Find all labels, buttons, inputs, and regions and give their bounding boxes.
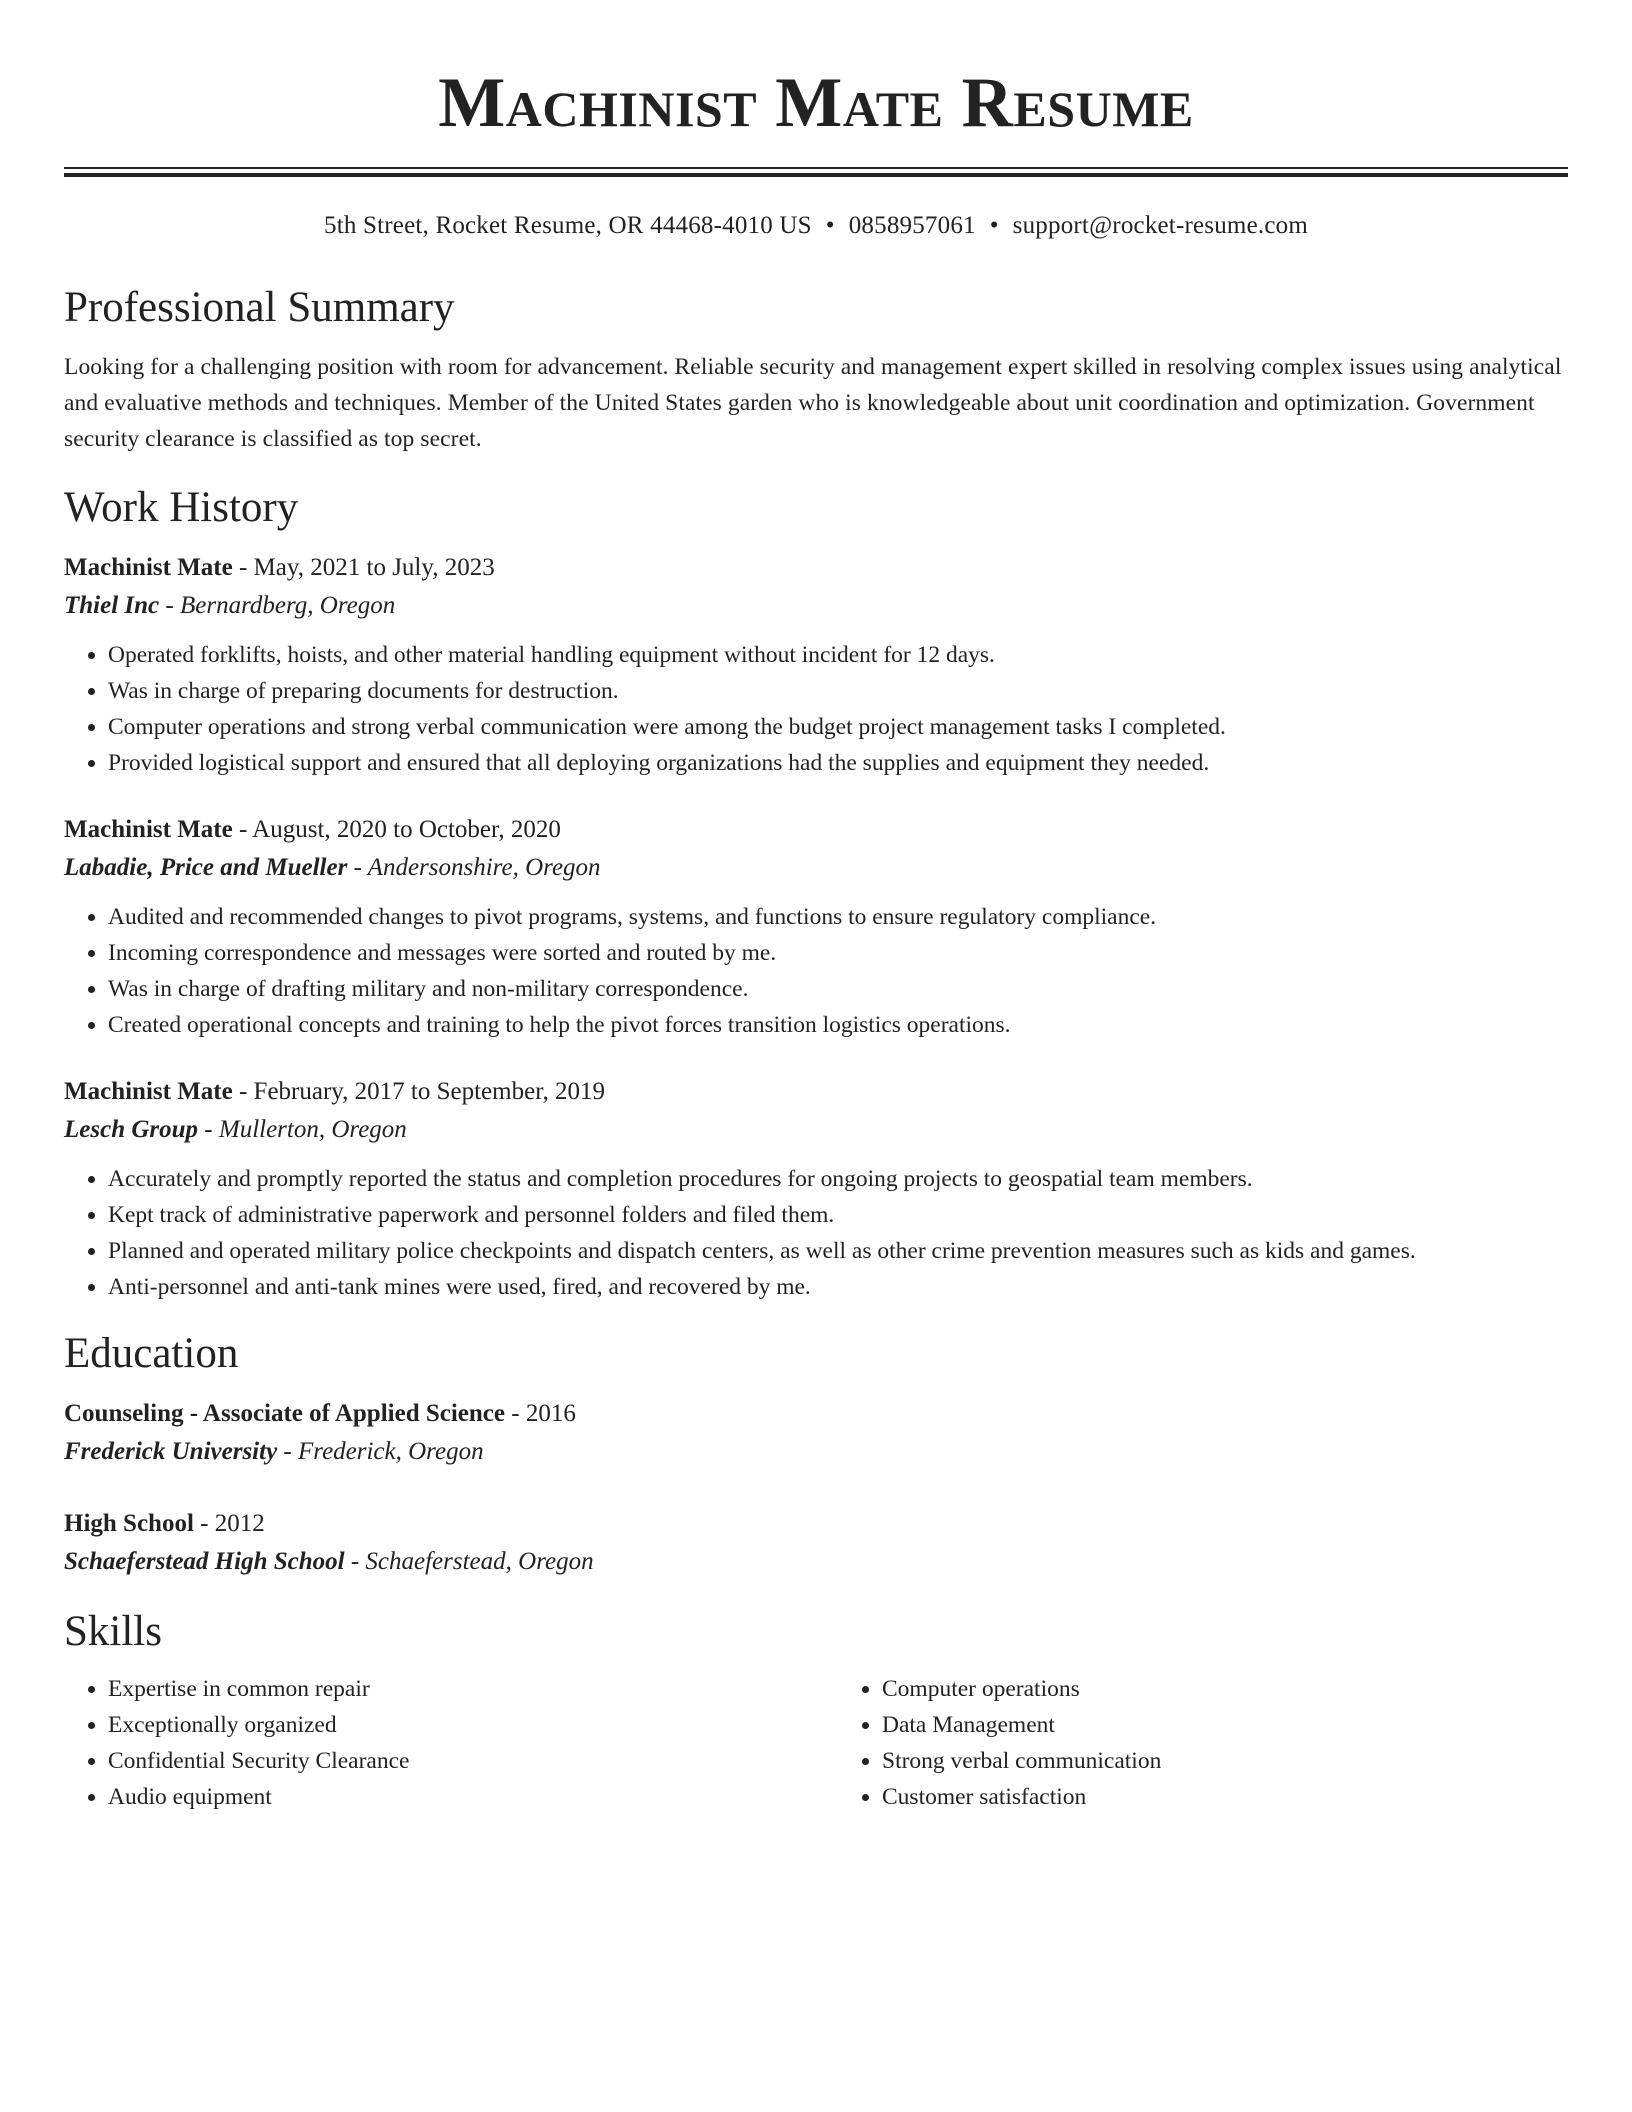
title-divider xyxy=(64,167,1568,177)
skills-heading: Skills xyxy=(64,1608,162,1655)
list-item: • Anti-personnel and anti-tank mines were used, fired, and recovered by me. xyxy=(108,1269,1568,1305)
list-item: • Provided logistical support and ensured that all deploying organizations had the supplies and equipment they needed. xyxy=(108,745,1568,781)
education-year: - 2012 xyxy=(193,1510,265,1537)
list-item: • Customer satisfaction xyxy=(882,1779,1568,1815)
job-duties-list xyxy=(64,1161,1568,1305)
skills-list-left xyxy=(64,1671,794,1815)
page-title: Machinist Mate Resume xyxy=(438,64,1194,142)
list-item: • Data Management xyxy=(882,1707,1568,1743)
list-item: • Audio equipment xyxy=(108,1779,794,1815)
job-header xyxy=(64,1073,1568,1111)
work-history-heading: Work History xyxy=(64,484,299,531)
job-header xyxy=(64,811,1568,849)
list-item: • Operated forklifts, hoists, and other material handling equipment without incident for 12 days. xyxy=(108,637,1568,673)
education-degree: Counseling - Associate of Applied Science xyxy=(64,1400,505,1427)
education-school: Frederick University xyxy=(64,1438,278,1465)
list-item: • Planned and operated military police checkpoints and dispatch centers, as well as other crime prevention measures such as kids and games. xyxy=(108,1233,1568,1269)
education-header xyxy=(64,1505,1568,1543)
education-header xyxy=(64,1395,1568,1433)
summary-heading: Professional Summary xyxy=(64,284,455,331)
list-item: • Computer operations and strong verbal communication were among the budget project management tasks I completed. xyxy=(108,709,1568,745)
contact-separator: • xyxy=(825,212,835,239)
job-employer xyxy=(64,587,1568,625)
contact-email: support@rocket-resume.com xyxy=(1012,212,1308,239)
skills-columns xyxy=(64,1671,1568,1815)
list-item: • Was in charge of preparing documents for destruction. xyxy=(108,673,1568,709)
job-entry xyxy=(64,811,1568,1043)
job-location: - Mullerton, Oregon xyxy=(198,1116,407,1143)
job-duties-list xyxy=(64,899,1568,1043)
job-company: Lesch Group xyxy=(64,1116,199,1143)
job-location: - Bernardberg, Oregon xyxy=(159,592,396,619)
summary-text: Looking for a challenging position with room for advancement. Reliable security and management expert skilled in resolving complex issues using analytical and evaluative methods and techniques. Member of the United States garden who is knowledgeable about unit coordination and optimization. Government security clearance is classified as top secret. xyxy=(64,354,1562,452)
job-location: - Andersonshire, Oregon xyxy=(347,854,601,881)
job-employer xyxy=(64,849,1568,887)
education-school: Schaeferstead High School xyxy=(64,1548,345,1575)
list-item: • Kept track of administrative paperwork and personnel folders and filed them. xyxy=(108,1197,1568,1233)
job-employer xyxy=(64,1111,1568,1149)
education-school-line xyxy=(64,1433,1568,1471)
list-item: • Expertise in common repair xyxy=(108,1671,794,1707)
job-role: Machinist Mate xyxy=(64,816,233,843)
education-location: - Frederick, Oregon xyxy=(277,1438,484,1465)
contact-phone: 0858957061 xyxy=(848,212,976,239)
education-entry xyxy=(64,1395,1568,1471)
education-entry xyxy=(64,1505,1568,1581)
contact-address: 5th Street, Rocket Resume, OR 44468-4010 US xyxy=(324,212,812,239)
job-header xyxy=(64,549,1568,587)
job-company: Thiel Inc xyxy=(64,592,160,619)
list-item: • Created operational concepts and training to help the pivot forces transition logistics operations. xyxy=(108,1007,1568,1043)
job-entry xyxy=(64,549,1568,781)
job-role: Machinist Mate xyxy=(64,1078,233,1105)
education-year: - 2016 xyxy=(505,1400,576,1427)
job-entry xyxy=(64,1073,1568,1305)
list-item: • Incoming correspondence and messages were sorted and routed by me. xyxy=(108,935,1568,971)
list-item: • Accurately and promptly reported the status and completion procedures for ongoing projects to geospatial team members. xyxy=(108,1161,1568,1197)
list-item: • Computer operations xyxy=(882,1671,1568,1707)
skills-list-right xyxy=(838,1671,1568,1815)
list-item: • Strong verbal communication xyxy=(882,1743,1568,1779)
list-item: • Confidential Security Clearance xyxy=(108,1743,794,1779)
job-role: Machinist Mate xyxy=(64,554,233,581)
job-duties-list xyxy=(64,637,1568,781)
resume-page xyxy=(64,0,1568,1815)
list-item: • Exceptionally organized xyxy=(108,1707,794,1743)
contact-line xyxy=(64,211,1568,241)
education-degree: High School xyxy=(64,1510,194,1537)
job-dates: - May, 2021 to July, 2023 xyxy=(232,554,495,581)
education-heading: Education xyxy=(64,1330,239,1377)
list-item: • Audited and recommended changes to pivot programs, systems, and functions to ensure regulatory compliance. xyxy=(108,899,1568,935)
contact-separator: • xyxy=(989,212,999,239)
education-school-line xyxy=(64,1543,1568,1581)
job-company: Labadie, Price and Mueller xyxy=(64,854,348,881)
education-location: - Schaeferstead, Oregon xyxy=(344,1548,594,1575)
job-dates: - February, 2017 to September, 2019 xyxy=(232,1078,606,1105)
list-item: • Was in charge of drafting military and non-military correspondence. xyxy=(108,971,1568,1007)
job-dates: - August, 2020 to October, 2020 xyxy=(232,816,561,843)
